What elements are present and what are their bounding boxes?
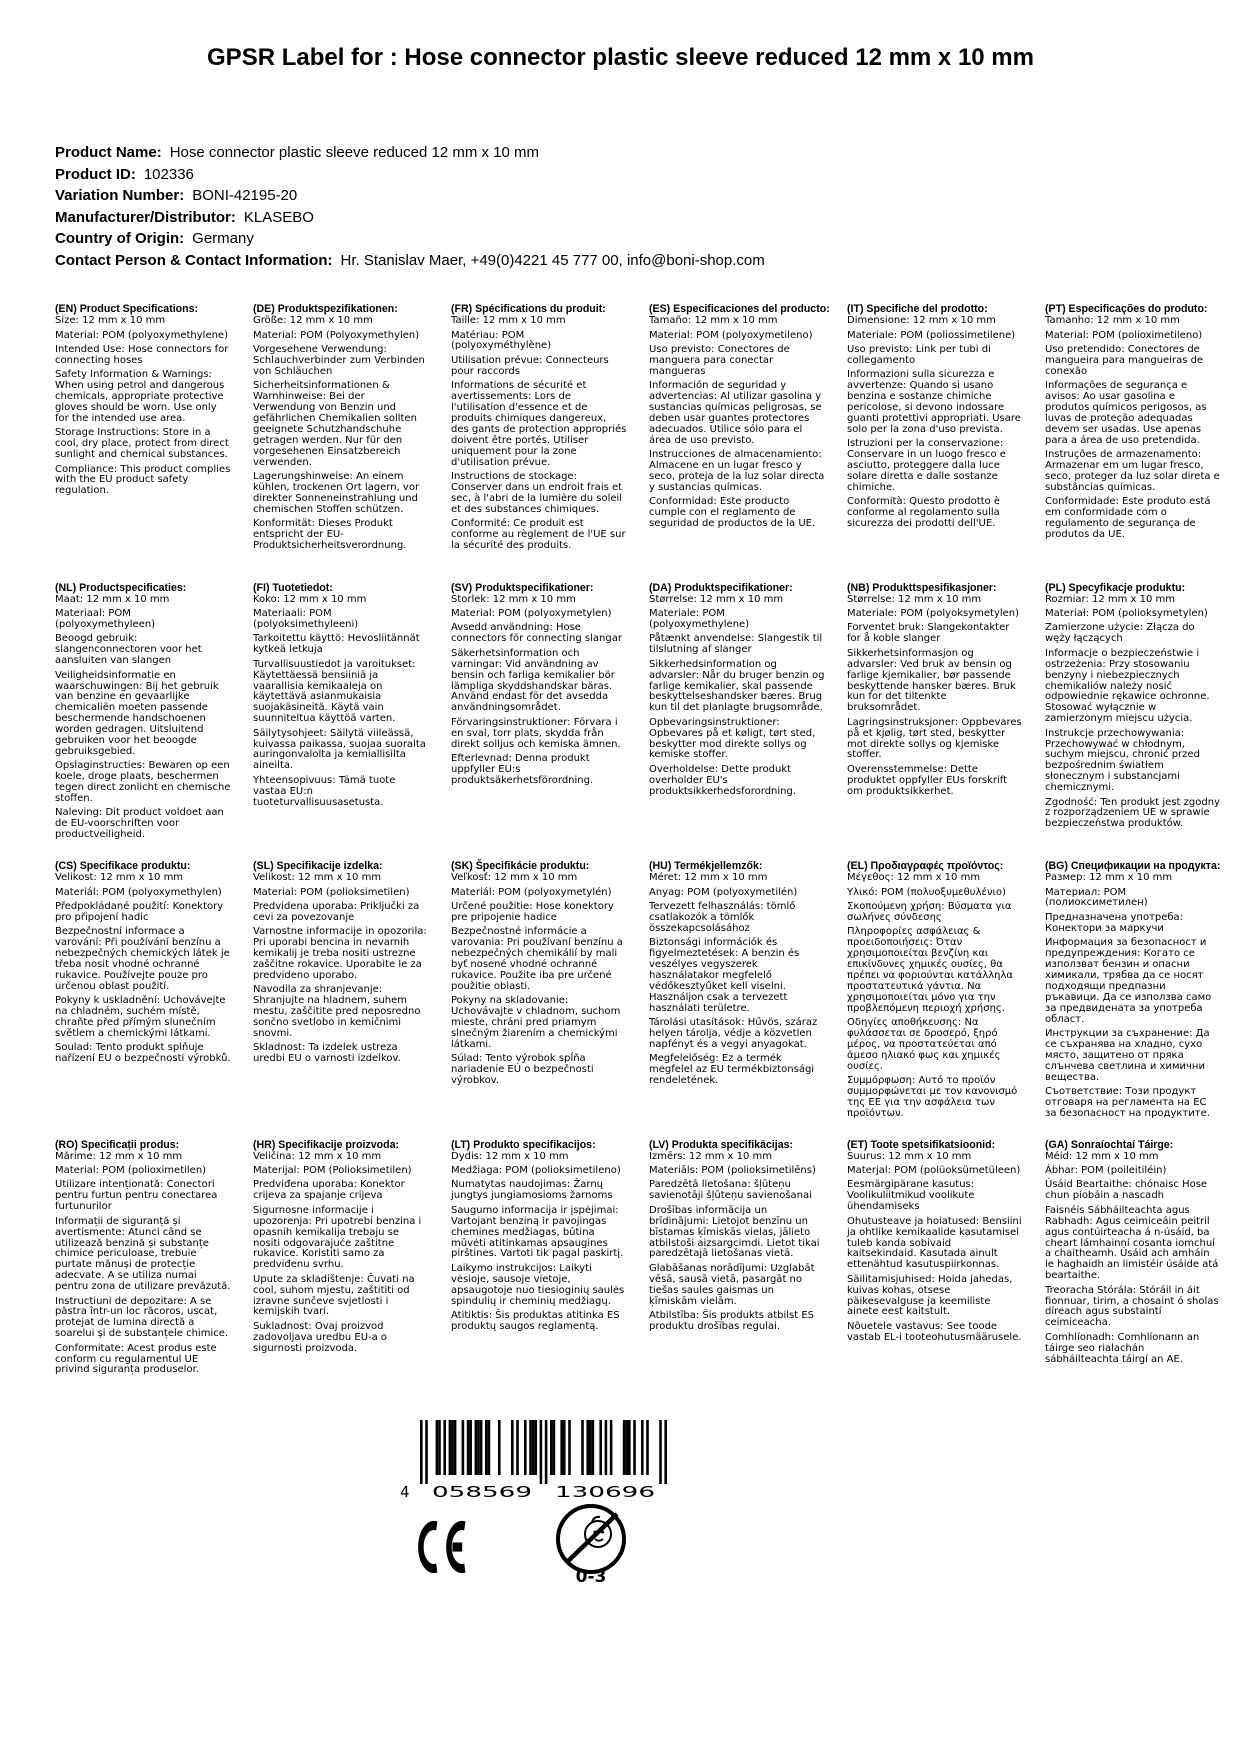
spec-heading: (ET) Toote spetsifikatsioonid:	[847, 1138, 996, 1151]
spec-paragraph: Úsáid Beartaithe: chónaisc Hose chun píobáin a nascadh	[1045, 1179, 1208, 1202]
spec-paragraph: Material: POM (polyoxymetileno)	[649, 329, 813, 341]
spec-cell-sl	[253, 860, 429, 1139]
spec-paragraph: Konformität: Dieses Produkt entspricht der EU-Produktsicherheitsverordnung.	[253, 518, 407, 551]
spec-cell-hr	[253, 1139, 429, 1418]
spec-paragraph: Ábhar: POM (poileitiléin)	[1045, 1165, 1167, 1177]
spec-heading: (GA) Sonraíochtaí Táirge:	[1045, 1138, 1174, 1151]
spec-paragraph: Σκοπούμενη χρήση: Βύσματα για σωλήνες σύνδεσης	[847, 900, 1012, 923]
spec-paragraph: Istruzioni per la conservazione: Conservare in un luogo fresco e asciutto, proteggere dalla luce solare diretta e dalle sostanze chimiche.	[847, 438, 1006, 493]
info-value: 102336	[143, 165, 194, 183]
product-info	[55, 142, 765, 271]
spec-paragraph: Material: POM (polyoxymethylene)	[55, 329, 228, 341]
spec-cell-sk	[451, 860, 627, 1139]
spec-cell-fi	[253, 582, 429, 861]
spec-paragraph: Overensstemmelse: Dette produktet oppfyller EUs forskrift om produktsikkerhet.	[847, 763, 1008, 797]
spec-paragraph: Dydis: 12 mm x 10 mm	[451, 1150, 569, 1162]
spec-paragraph: Nõuetele vastavus: See toode vastab EL-i tooteohutusmäärusele.	[847, 1320, 1022, 1343]
spec-paragraph: Taille: 12 mm x 10 mm	[451, 315, 566, 327]
spec-paragraph: Laikymo instrukcijos: Laikyti vėsioje, sausoje vietoje, apsaugotoje nuo tiesioginių saulės spindulių ir cheminių medžiagų.	[451, 1262, 625, 1307]
spec-heading: (ES) Especificaciones del producto:	[649, 303, 830, 315]
spec-paragraph: Drošības informācija un brīdinājumi: Lietojot benzīnu un bīstamas ķīmiskās vielas, jālieto atbilstoši aizsargcimdi. Lietot tikai paredzētajā lietošanas vietā.	[649, 1204, 820, 1260]
spec-paragraph: Pokyny na skladovanie: Uchovávajte v chladnom, suchom mieste, chráni pred priamym slnečným žiarením a chemickými látkami.	[451, 995, 621, 1050]
spec-paragraph: Materiāls: POM (polioksimetilēns)	[649, 1165, 816, 1177]
spec-paragraph: Υλικό: POM (πολυοξυμεθυλένιο)	[847, 886, 1006, 898]
spec-cell-en	[55, 303, 231, 582]
spec-paragraph: Predvidena uporaba: Priključki za cevi za povezovanje	[253, 900, 420, 923]
spec-cell-de	[253, 303, 429, 582]
spec-heading: (DA) Produktspecifikationer:	[649, 581, 793, 594]
spec-paragraph: Materiale: POM (polyoksymetylen)	[847, 608, 1020, 620]
spec-paragraph: Zgodność: Ten produkt jest zgodny z rozporządzeniem UE w sprawie bezpieczeństwa produktów.	[1045, 796, 1220, 830]
spec-heading: (CS) Specifikace produktu:	[55, 860, 191, 872]
info-row-variation-number	[55, 185, 765, 207]
spec-paragraph: Intended Use: Hose connectors for connecting hoses	[55, 343, 229, 366]
spec-paragraph: Instrukcje przechowywania: Przechowywać w chłodnym, suchym miejscu, chronić przed bezpośrednim światłem słonecznym i substancjami chemicznymi.	[1045, 727, 1200, 794]
spec-paragraph: Pokyny k uskladnění: Uchovávejte na chladném, suchém místě, chraňte před přímým slunečním světlem a chemickými látkami.	[55, 995, 226, 1039]
spec-paragraph: Materiál: POM (polyoxymethylen)	[55, 886, 222, 898]
spec-paragraph: Zamierzone użycie: Złącza do węży łączących	[1045, 622, 1195, 645]
info-value: KLASEBO	[243, 208, 314, 226]
spec-paragraph: Bezpečnostní informace a varování: Při používání benzínu a nebezpečných chemických látek je třeba nosit vhodné ochranné rukavice. Používejte pouze pro určenou oblast použití.	[55, 926, 230, 992]
spec-paragraph: Instruções de armazenamento: Armazenar em um lugar fresco, seco, proteger da luz solar direta e substâncias químicas.	[1045, 449, 1220, 493]
spec-paragraph: Materiał: POM (polioksymetylen)	[1045, 608, 1208, 620]
spec-paragraph: Mărime: 12 mm x 10 mm	[55, 1150, 183, 1162]
spec-paragraph: Méid: 12 mm x 10 mm	[1045, 1150, 1159, 1162]
spec-cell-fr	[451, 303, 627, 582]
info-label: Contact Person & Contact Information:	[55, 251, 333, 269]
spec-paragraph: Säilitamisjuhised: Hoida jahedas, kuivas kohas, otsese päikesevalguse ja keemiliste ainete eest kaitstult.	[847, 1273, 1013, 1318]
spec-paragraph: Informazioni sulla sicurezza e avvertenze: Quando si usano benzina e sostanze chimiche pericolose, si devono indossare guanti protettivi appropriati. Usare solo per la zona d'uso prevista.	[847, 369, 1021, 435]
ce-mark	[412, 1519, 472, 1580]
spec-paragraph: Súlad: Tento výrobok spĺňa nariadenie EÚ o bezpečnosti výrobkov.	[451, 1053, 594, 1087]
spec-paragraph: Информация за безопасност и предупреждения: Когато се използват бензин и опасни химикали, трябва да се носят подходящи предпазни ръкавици. Да се използва само за предвидената за употреба област.	[1045, 937, 1212, 1025]
spec-cell-lt	[451, 1139, 627, 1418]
spec-heading: (EN) Product Specifications:	[55, 303, 199, 315]
barcode-bars	[420, 1420, 667, 1484]
spec-paragraph: Navodila za shranjevanje: Shranjujte na hladnem, suhem mestu, zaščitite pred neposredno sončno svetlobo in kemičnimi snovmi.	[253, 984, 421, 1039]
info-value: Hr. Stanislav Maer, +49(0)4221 45 777 00, info@boni-shop.com	[340, 251, 765, 269]
spec-paragraph: Glabāšanas norādījumi: Uzglabāt vēsā, sausā vietā, pasargāt no tiešas saules gaismas un ķīmiskām vielām.	[649, 1262, 815, 1307]
spec-paragraph: Anyag: POM (polyoxymetilén)	[649, 886, 798, 898]
spec-paragraph: Utilisation prévue: Connecteurs pour raccords	[451, 354, 609, 377]
spec-heading: (PT) Especificações do produto:	[1045, 303, 1208, 315]
spec-paragraph: Størrelse: 12 mm x 10 mm	[847, 593, 982, 605]
spec-paragraph: Uso pretendido: Conectores de mangueira para mangueiras de conexão	[1045, 343, 1204, 377]
spec-paragraph: Efterlevnad: Denna produkt uppfyller EU:s produktsäkerhetsförordning.	[451, 752, 594, 786]
spec-paragraph: Faisnéis Sábháilteachta agus Rabhadh: Agus ceimiceáin peitril agus contúirteacha á n-úsáid, ba cheart lámhainní cosanta iomchuí a chaitheamh. Úsáid ach amháin le haghaidh an limistéir úsáide atá beartaithe.	[1045, 1204, 1219, 1282]
spec-paragraph: Koko: 12 mm x 10 mm	[253, 593, 367, 605]
ce-mark-icon	[412, 1519, 472, 1575]
spec-heading: (FR) Spécifications du produit:	[451, 303, 606, 315]
info-label: Manufacturer/Distributor:	[55, 208, 236, 226]
info-label: Country of Origin:	[55, 230, 185, 247]
spec-paragraph: Overholdelse: Dette produkt overholder EU's produktsikkerhedsforordning.	[649, 763, 797, 797]
spec-heading: (HR) Specifikacije proizvoda:	[253, 1138, 399, 1151]
spec-cell-nb	[847, 582, 1023, 861]
spec-paragraph: Съответствие: Този продукт отговаря на регламента на ЕС за безопасност на продуктите.	[1045, 1085, 1210, 1119]
spec-paragraph: Tamanho: 12 mm x 10 mm	[1045, 315, 1180, 327]
info-row-product-name	[55, 142, 765, 164]
spec-paragraph: Material: POM (polyoxymetylen)	[451, 608, 612, 620]
info-row-manufacturer	[55, 207, 765, 229]
spec-cell-bg	[1045, 860, 1221, 1139]
spec-paragraph: Utilizare intenționată: Conectori pentru furtun pentru conectarea furtunurilor	[55, 1179, 218, 1213]
spec-paragraph: Οδηγίες αποθήκευσης: Να φυλάσσεται σε δροσερό, ξηρό μέρος, να προστατεύεται από άμεσο ηλιακό φως και χημικές ουσίες.	[847, 1017, 1001, 1072]
spec-paragraph: Informacje o bezpieczeństwie i ostrzeżenia: Przy stosowaniu benzyny i niebezpiecznych chemikaliów należy nosić odpowiednie rękawice ochronne. Stosować wyłącznie w zamierzonym miejscu użycia.	[1045, 647, 1210, 725]
spec-paragraph: Opbevaringsinstruktioner: Opbevares på et køligt, tørt sted, beskytter mod direkte sollys og kemiske stoffer.	[649, 716, 816, 761]
spec-paragraph: Biztonsági információk és figyelmeztetések: A benzin és veszélyes vegyszerek használatakor megfelelő védőkesztyűket kell viselni. Használjon csak a tervezett használati területre.	[649, 937, 800, 1014]
spec-paragraph: Turvallisuustiedot ja varoitukset: Käytettäessä bensiiniä ja vaarallisia kemikaaleja on käytettävä asianmukaisia suojakäsineitä. Käytä vain suunniteltua käyttöä varten.	[253, 658, 416, 725]
spec-paragraph: Beoogd gebruik: slangenconnectoren voor het aansluiten van slangen	[55, 633, 202, 667]
page-title: GPSR Label for : Hose connector plastic sleeve reduced 12 mm x 10 mm	[207, 44, 1034, 71]
info-value: Germany	[192, 230, 254, 247]
spec-paragraph: Treoracha Stórála: Stóráil in áit fionnuar, tirim, a chosaint ó sholas díreach agus substaintí ceimiceacha.	[1045, 1284, 1219, 1329]
spec-paragraph: Compliance: This product complies with the EU product safety regulation.	[55, 463, 231, 497]
spec-cell-ga	[1045, 1139, 1221, 1418]
spec-paragraph: Upute za skladištenje: Čuvati na cool, suhom mjestu, zaštititi od izravne sunčeve svjetlosti i kemijskih tvari.	[253, 1273, 415, 1318]
spec-cell-pl	[1045, 582, 1221, 861]
spec-paragraph: Πληροφορίες ασφάλειας & προειδοποιήσεις: Όταν χρησιμοποιείται βενζίνη και επικίνδυνες χημικές ουσίες, θα πρέπει να φοριούνται κατάλληλα προστατευτικά γάντια. Να χρησιμοποιείται μόνο για την προβλεπόμενη περιοχή χρήσης.	[847, 926, 1014, 1014]
spec-cell-cs	[55, 860, 231, 1139]
age-warning-label: 0-3	[575, 1567, 607, 1587]
spec-paragraph: Предназначена употреба: Конектори за маркучи	[1045, 911, 1184, 934]
spec-paragraph: Tamaño: 12 mm x 10 mm	[649, 315, 778, 327]
spec-heading: (BG) Спецификации на продукта:	[1045, 860, 1221, 872]
spec-paragraph: Материал: POM (полиоксиметилен)	[1045, 886, 1148, 909]
spec-paragraph: Размер: 12 mm x 10 mm	[1045, 872, 1173, 884]
spec-paragraph: Conformità: Questo prodotto è conforme al regolamento sulla sicurezza dei prodotti dell'UE.	[847, 496, 1001, 530]
spec-heading: (SV) Produktspecifikationer:	[451, 581, 594, 594]
spec-paragraph: Maat: 12 mm x 10 mm	[55, 593, 170, 605]
info-row-country-of-origin	[55, 228, 765, 250]
spec-paragraph: Συμμόρφωση: Αυτό το προϊόν συμμορφώνεται με τον κανονισμό της ΕΕ για την ασφάλεια των προϊόντων.	[847, 1075, 1018, 1119]
info-row-product-id	[55, 164, 765, 186]
spec-paragraph: Instructions de stockage: Conserver dans un endroit frais et sec, à l'abri de la lumière du soleil et des substances chimiques.	[451, 470, 623, 515]
spec-cell-ro	[55, 1139, 231, 1418]
spec-paragraph: Storlek: 12 mm x 10 mm	[451, 593, 576, 605]
spec-paragraph: Conformidad: Este producto cumple con el reglamento de seguridad de productos de la UE.	[649, 496, 816, 530]
spec-paragraph: Méret: 12 mm x 10 mm	[649, 872, 768, 884]
spec-paragraph: Opslaginstructies: Bewaren op een koele, droge plaats, beschermen tegen direct zonlicht en chemische stoffen.	[55, 760, 231, 805]
spec-paragraph: Säilytysohjeet: Säilytä viileässä, kuivassa paikassa, suojaa suoralta auringonvalolta ja kemiallisilta aineilta.	[253, 727, 426, 772]
spec-cell-lv	[649, 1139, 825, 1418]
spec-paragraph: Material: POM (Polyoxymethylen)	[253, 329, 420, 341]
spec-paragraph: Varnostne informacije in opozorila: Pri uporabi bencina in nevarnih kemikalij je treba nositi ustrezne zaščitne rokavice. Uporabite le za predvideno uporabo.	[253, 926, 427, 981]
spec-paragraph: Comhlíonadh: Comhlíonann an táirge seo rialachán sábháilteachta táirgí an AE.	[1045, 1331, 1200, 1365]
spec-paragraph: Velikost: 12 mm x 10 mm	[253, 872, 382, 884]
spec-paragraph: Instrucciones de almacenamiento: Almacene en un lugar fresco y seco, proteja de la luz solar directa y sustancias químicas.	[649, 449, 825, 493]
spec-paragraph: Información de seguridad y advertencias: Al utilizar gasolina y sustancias químicas peligrosas, se deben usar guantes protectores adecuados. Utilice sólo para el área de uso previsto.	[649, 380, 822, 446]
spec-paragraph: Rozmiar: 12 mm x 10 mm	[1045, 593, 1176, 605]
spec-paragraph: Určené použitie: Hose konektory pre pripojenie hadice	[451, 900, 614, 923]
barcode-right-group: 130696	[555, 1483, 655, 1501]
spec-heading: (NB) Produkttspesifikasjoner:	[847, 581, 997, 594]
spec-paragraph: Eesmärgipärane kasutus: Voolikuliitmikud voolikute ühendamiseks	[847, 1179, 975, 1213]
spec-paragraph: Materiál: POM (polyoxymetylén)	[451, 886, 612, 898]
spec-heading: (RO) Specificații produs:	[55, 1138, 180, 1151]
spec-paragraph: Yhteensopivuus: Tämä tuote vastaa EU:n tuoteturvallisuusasetusta.	[253, 774, 396, 808]
spec-paragraph: Material: POM (polioximetilen)	[55, 1165, 207, 1177]
spec-heading: (LT) Produkto specifikacijos:	[451, 1138, 596, 1151]
spec-cell-it	[847, 303, 1023, 582]
spec-paragraph: Material: POM (polioksimetilen)	[253, 886, 410, 898]
spec-paragraph: Tarkoitettu käyttö: Hevosliitännät kytkeä letkuja	[253, 633, 420, 656]
spec-paragraph: Bezpečnostné informácie a varovania: Pri používaní benzínu a nebezpečných chemikálií by mali byť nosené vhodné ochranné rukavice. Použite iba pre určené použitie oblasti.	[451, 926, 623, 992]
spec-paragraph: Veličina: 12 mm x 10 mm	[253, 1150, 382, 1162]
spec-paragraph: Ohutusteave ja hoiatused: Bensiini ja ohtlike kemikaalide kasutamisel tuleb kanda sobivaid kaitsekindaid. Kasutada ainult ettenähtud kasutuspiirkonnas.	[847, 1215, 1022, 1271]
spec-cell-es	[649, 303, 830, 582]
barcode-first-digit: 4	[400, 1483, 410, 1501]
age-warning-icon	[554, 1499, 628, 1587]
spec-paragraph: Paredzētā lietošana: šļūteņu savienotāji šļūteņu savienošanai	[649, 1179, 812, 1202]
spec-heading: (FI) Tuotetiedot:	[253, 581, 333, 594]
spec-heading: (DE) Produktspezifikationen:	[253, 303, 398, 315]
spec-cell-el	[847, 860, 1023, 1139]
spec-heading: (SL) Specifikacije izdelka:	[253, 860, 383, 872]
spec-paragraph: Lagerungshinweise: An einem kühlen, trockenen Ort lagern, vor direkter Sonneneinstrahlung und chemischen Stoffen schützen.	[253, 470, 420, 515]
spec-heading: (IT) Specifiche del prodotto:	[847, 303, 988, 315]
spec-paragraph: Uso previsto: Conectores de manguera para conectar mangueras	[649, 343, 790, 377]
spec-cell-pt	[1045, 303, 1221, 582]
spec-paragraph: Megfelelőség: Ez a termék megfelel az EU termékbiztonsági rendeletének.	[649, 1053, 815, 1087]
info-label: Product ID:	[55, 165, 136, 183]
spec-paragraph: Größe: 12 mm x 10 mm	[253, 315, 373, 327]
spec-paragraph: Material: POM (polioximetileno)	[1045, 329, 1203, 341]
specs-grid	[55, 303, 1221, 1417]
info-value: Hose connector plastic sleeve reduced 12 mm x 10 mm	[169, 144, 540, 161]
spec-paragraph: Forventet bruk: Slangekontakter for å koble slanger	[847, 622, 1010, 645]
info-label: Product Name:	[55, 144, 162, 161]
spec-paragraph: Soulad: Tento produkt splňuje nařízení EU o bezpečnosti výrobků.	[55, 1042, 231, 1065]
spec-paragraph: Atbilstība: Šis produkts atbilst ES produktu drošības regulai.	[649, 1309, 815, 1332]
spec-paragraph: Sikkerhetsinformasjon og advarsler: Ved bruk av bensin og farlige kjemikalier, bør passende beskyttende hansker bæres. Bruk kun for det tiltenkte bruksområdet.	[847, 647, 1016, 714]
spec-paragraph: Sikkerhedsinformation og advarsler: Når du bruger benzin og farlige kemikalier, skal passende beskyttelseshandsker bæres. Brug kun til det planlagte brugsområde.	[649, 658, 825, 714]
spec-paragraph: Instructiuni de depozitare: A se păstra într-un loc răcoros, uscat, protejat de lumina directă a soarelui și de substanțele chimice.	[55, 1295, 229, 1340]
spec-paragraph: Conformité: Ce produit est conforme au règlement de l'UE sur la sécurité des produits.	[451, 518, 626, 551]
spec-paragraph: Materiale: POM (poliossimetilene)	[847, 329, 1016, 341]
spec-paragraph: Säkerhetsinformation och varningar: Vid användning av bensin och farliga kemikalier bör lämpliga skyddshandskar bäras. Använd endast för det avsedda användningsområdet.	[451, 647, 615, 714]
spec-cell-et	[847, 1139, 1023, 1418]
spec-paragraph: Tervezett felhasználás: tömlő csatlakozók a tömlők összekapcsolásához	[649, 900, 796, 934]
spec-paragraph: Инструкции за съхранение: Да се съхранява на хладно, сухо място, защитено от пряка слънчева светлина и химични вещества.	[1045, 1027, 1210, 1083]
spec-paragraph: Medžiaga: POM (polioksimetileno)	[451, 1165, 621, 1177]
spec-paragraph: Skladnost: Ta izdelek ustreza uredbi EU o varnosti izdelkov.	[253, 1042, 401, 1065]
spec-cell-da	[649, 582, 825, 861]
spec-paragraph: Sukladnost: Ovaj proizvod zadovoljava uredbu EU-a o sigurnosti proizvoda.	[253, 1320, 388, 1354]
spec-paragraph: Avsedd användning: Hose connectors för connecting slangar	[451, 622, 622, 645]
spec-paragraph: Predviđena uporaba: Konektor crijeva za spajanje crijeva	[253, 1179, 405, 1202]
spec-paragraph: Materjal: POM (polüoksümetüleen)	[847, 1165, 1021, 1177]
info-value: BONI-42195-20	[192, 187, 298, 204]
spec-paragraph: Numatytas naudojimas: Žarnų jungtys jungiamosioms žarnoms	[451, 1179, 613, 1202]
spec-paragraph: Matériau: POM (polyoxyméthylène)	[451, 329, 552, 352]
spec-paragraph: Informações de segurança e avisos: Ao usar gasolina e produtos químicos perigosos, as luvas de proteção adequadas devem ser usadas. Use apenas para a área de uso pretendida.	[1045, 380, 1207, 446]
spec-paragraph: Materiaal: POM (polyoxymethyleen)	[55, 608, 156, 630]
spec-paragraph: Size: 12 mm x 10 mm	[55, 315, 166, 327]
spec-paragraph: Suurus: 12 mm x 10 mm	[847, 1150, 972, 1162]
spec-paragraph: Dimensione: 12 mm x 10 mm	[847, 315, 996, 327]
spec-paragraph: Předpokládané použití: Konektory pro připojení hadic	[55, 900, 224, 923]
spec-paragraph: Lagringsinstruksjoner: Oppbevares på et kjølig, tørt sted, beskytter mot direkte sollys og kjemiske stoffer.	[847, 716, 1022, 761]
spec-paragraph: Atitiktis: Šis produktas atitinka ES produktų saugos reglamentą.	[451, 1309, 620, 1332]
spec-heading: (EL) Προδιαγραφές προϊόντος:	[847, 860, 1004, 872]
spec-paragraph: Izmērs: 12 mm x 10 mm	[649, 1150, 773, 1162]
age-warning-0-3	[554, 1499, 628, 1592]
spec-paragraph: Materiale: POM (polyoxymethylene)	[649, 608, 750, 630]
spec-paragraph: Förvaringsinstruktioner: Förvara i en sval, torr plats, skydda från direkt solljus och kemiska ämnen.	[451, 716, 621, 750]
ean13-barcode	[392, 1418, 676, 1502]
spec-heading: (SK) Špecifikácie produktu:	[451, 860, 590, 872]
spec-heading: (HU) Termékjellemzők:	[649, 860, 763, 872]
spec-paragraph: Safety Information & Warnings: When using petrol and dangerous chemicals, appropriate protective gloves should be worn. Use only for the intended use area.	[55, 369, 225, 424]
spec-paragraph: Velikost: 12 mm x 10 mm	[55, 872, 184, 884]
spec-paragraph: Sicherheitsinformationen & Warnhinweise: Bei der Verwendung von Benzin und gefährlichen Chemikalien sollten geeignete Schutzhandschuhe getragen werden. Nur für den vorgesehenen Einsatzbereich verwenden.	[253, 380, 417, 468]
spec-cell-sv	[451, 582, 627, 861]
spec-paragraph: Storage Instructions: Store in a cool, dry place, protect from direct sunlight and chemical substances.	[55, 427, 229, 461]
spec-paragraph: Uso previsto: Link per tubi di collegamento	[847, 343, 991, 366]
spec-paragraph: Informations de sécurité et avertissements: Lors de l'utilisation d'essence et de produits chimiques dangereux, des gants de protection appropriés doivent être portés. Utiliser uniquement pour la zone d'utilisation prévue.	[451, 380, 627, 468]
spec-paragraph: Conformitate: Acest produs este conform cu regulamentul UE privind siguranța produselor.	[55, 1342, 217, 1376]
spec-paragraph: Vorgesehene Verwendung: Schlauchverbinder zum Verbinden von Schläuchen	[253, 343, 425, 377]
spec-paragraph: Naleving: Dit product voldoet aan de EU-voorschriften voor productveiligheid.	[55, 807, 224, 841]
spec-heading: (LV) Produkta specifikācijas:	[649, 1138, 794, 1151]
spec-paragraph: Sigurnosne informacije i upozorenja: Pri upotrebi benzina i opasnih kemikalija trebaju se nositi odgovarajuće zaštitne rukavice. Koristiti samo za predviđenu svrhu.	[253, 1204, 422, 1271]
spec-paragraph: Conformidade: Este produto está em conformidade com o regulamento de segurança de produtos da UE.	[1045, 496, 1211, 540]
spec-cell-hu	[649, 860, 825, 1139]
spec-paragraph: Tárolási utasítások: Hűvös, száraz helyen tárolja, védje a közvetlen napfényt és a vegyi anyagokat.	[649, 1017, 818, 1050]
spec-paragraph: Veiligheidsinformatie en waarschuwingen: Bij het gebruik van benzine en gevaarlijke chemicaliën moeten passende beschermende handschoenen worden gedragen. Uitsluitend gebruiken voor het beoogde gebruiksgebied.	[55, 669, 219, 757]
barcode-block	[392, 1418, 676, 1507]
spec-heading: (PL) Specyfikacje produktu:	[1045, 581, 1186, 594]
spec-paragraph: Materiaali: POM (polyoksimethyleeni)	[253, 608, 359, 630]
spec-paragraph: Saugumo informacija ir įspėjimai: Vartojant benziną ir pavojingas chemines medžiagas, būtina mūvėti atitinkamas apsaugines pirštines. Vartoti tik pagal paskirtį.	[451, 1204, 624, 1260]
spec-paragraph: Μέγεθος: 12 mm x 10 mm	[847, 872, 981, 884]
info-label: Variation Number:	[55, 187, 185, 204]
info-row-contact	[55, 250, 765, 272]
spec-heading: (NL) Productspecificaties:	[55, 581, 187, 594]
barcode-left-group: 058569	[432, 1483, 532, 1501]
spec-paragraph: Informații de siguranță și avertismente: Atunci când se utilizează benzină și substanțe chimice periculoase, trebuie purtate mănuși de protecție adecvate. A se utiliza numai pentru zona de utilizare prevăzută.	[55, 1215, 231, 1293]
spec-paragraph: Størrelse: 12 mm x 10 mm	[649, 593, 784, 605]
spec-paragraph: Materijal: POM (Polioksimetilen)	[253, 1165, 412, 1177]
spec-paragraph: Veľkosť: 12 mm x 10 mm	[451, 872, 578, 884]
spec-cell-nl	[55, 582, 231, 861]
spec-paragraph: Påtænkt anvendelse: Slangestik til tilslutning af slanger	[649, 633, 823, 656]
